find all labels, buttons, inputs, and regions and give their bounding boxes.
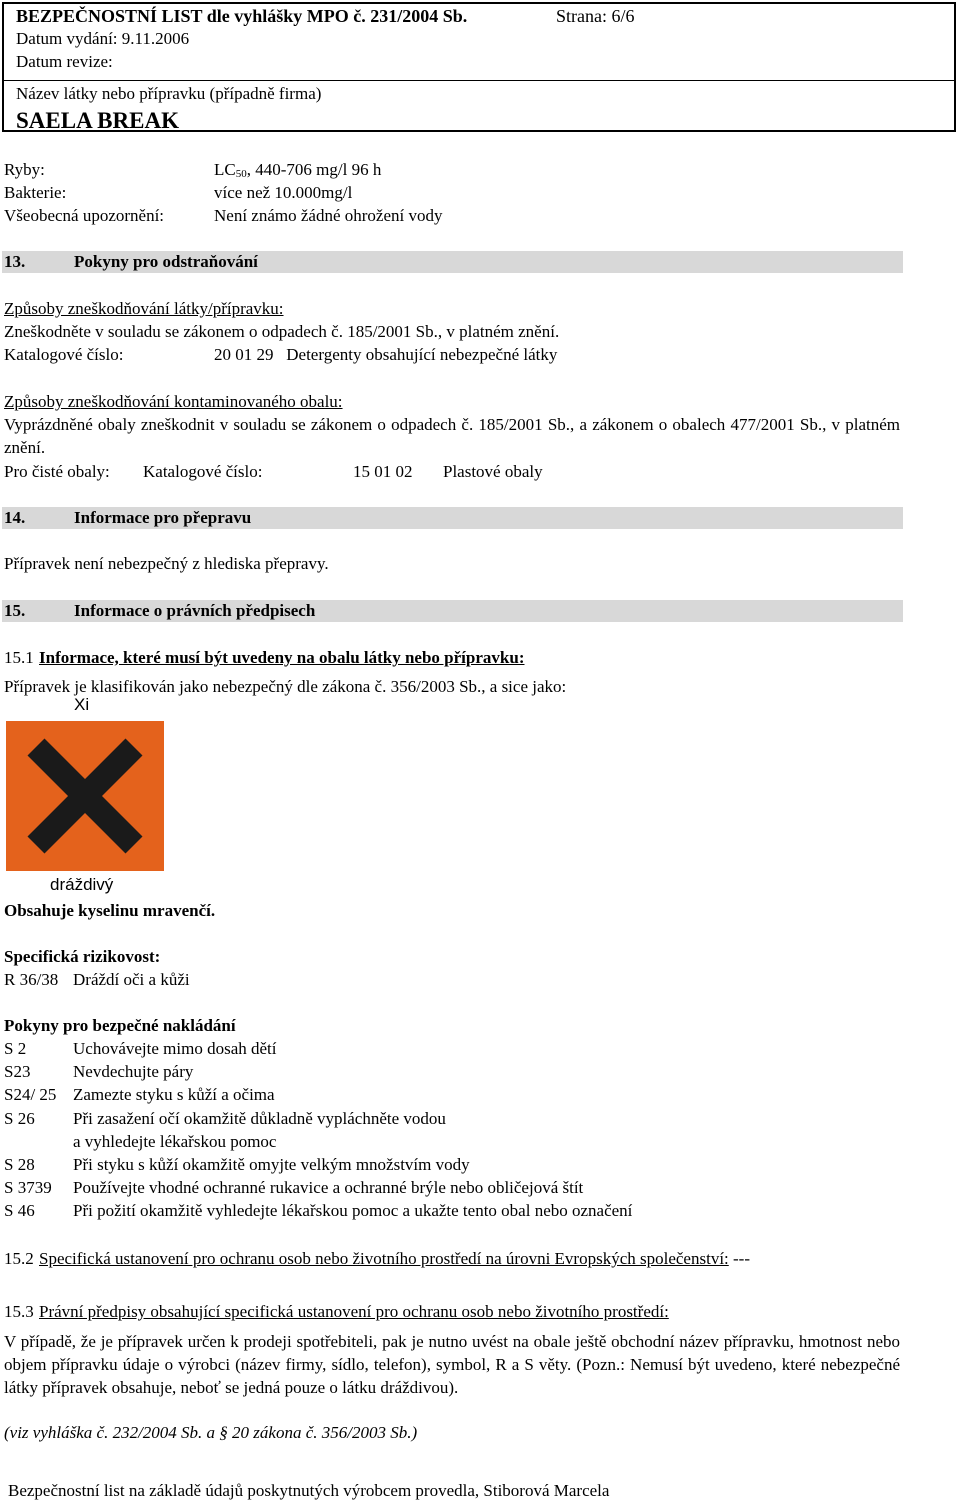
subsection-15-3-title: Právní předpisy obsahující specifická ustanovení pro ochranu osob nebo životního prostředí: bbox=[39, 1302, 669, 1321]
safety-phrase-code: S 2 bbox=[4, 1039, 27, 1058]
subsection-15-2-title: Specifická ustanovení pro ochranu osob nebo životního prostředí na úrovni Evropských společenství: bbox=[39, 1249, 729, 1268]
issue-date: Datum vydání: 9.11.2006 bbox=[16, 29, 190, 48]
disposal-packaging-heading: Způsoby zneškodňování kontaminovaného obalu: bbox=[4, 392, 343, 411]
disposal-packaging-text: Vyprázdněné obaly zneškodnit v souladu se zákonem o odpadech č. 185/2001 Sb., a zákonem o obalech 477/2001 Sb., v platném znění. bbox=[4, 415, 900, 457]
transport-text: Přípravek není nebezpečný z hlediska přepravy. bbox=[4, 554, 329, 573]
classification-text: Přípravek je klasifikován jako nebezpečný dle zákona č. 356/2003 Sb., a sice jako: bbox=[4, 677, 567, 696]
safety-phrase-text: a vyhledejte lékařskou pomoc bbox=[73, 1132, 277, 1151]
section-14-title: Informace pro přepravu bbox=[74, 508, 252, 527]
subsection-15-1-number: 15.1 bbox=[4, 648, 34, 667]
catalog-value: 20 01 29 Detergenty obsahující nebezpečné látky bbox=[214, 345, 558, 364]
risk-heading: Specifická rizikovost: bbox=[4, 947, 161, 966]
page-number: Strana: 6/6 bbox=[556, 6, 635, 26]
hazard-symbol-caption: dráždivý bbox=[50, 875, 114, 894]
subsection-15-3-number: 15.3 bbox=[4, 1302, 34, 1321]
safety-heading: Pokyny pro bezpečné nakládání bbox=[4, 1016, 236, 1035]
safety-phrase-code: S 46 bbox=[4, 1201, 35, 1220]
fish-label: Ryby: bbox=[4, 160, 45, 179]
safety-phrase-text: Nevdechujte páry bbox=[73, 1062, 194, 1081]
subsection-15-2-value: --- bbox=[728, 1249, 750, 1268]
safety-phrase-text: Při zasažení očí okamžitě důkladně vypláchněte vodou bbox=[73, 1109, 446, 1128]
clean-catalog-value: Plastové obaly bbox=[443, 462, 543, 481]
irritant-hazard-icon bbox=[6, 721, 164, 871]
header-divider bbox=[4, 80, 954, 81]
safety-phrase-text: Používejte vhodné ochranné rukavice a ochranné brýle nebo obličejová štít bbox=[73, 1178, 584, 1197]
section-13-number: 13. bbox=[4, 252, 26, 271]
fish-value: $LC_{50}$, 440-706 mg/l 96 h bbox=[214, 160, 382, 180]
section-13-title: Pokyny pro odstraňování bbox=[74, 252, 258, 271]
section-14-header bbox=[2, 507, 903, 529]
disposal-substance-heading: Způsoby zneškodňování látky/přípravku: bbox=[4, 299, 284, 318]
subsection-15-2 bbox=[39, 1248, 750, 1270]
clean-catalog-code: 15 01 02 bbox=[353, 462, 413, 481]
product-name-label: Název látky nebo přípravku (případně firma) bbox=[16, 84, 322, 103]
safety-phrase-code: S 28 bbox=[4, 1155, 35, 1174]
subsection-15-1-title: Informace, které musí být uvedeny na obalu látky nebo přípravku: bbox=[39, 648, 525, 667]
hazard-symbol-code: Xi bbox=[74, 695, 90, 714]
labeling-requirements-text: V případě, že je přípravek určen k prodeji spotřebiteli, pak je nutno uvést na obale ještě obchodní název přípravku, hmotnost nebo objem přípravku údaje o výrobci (název firmy, sídlo, telefon), symbol, R a S věty. (Pozn.: Nemusí být uvedeno, které nebezpečné látky přípravek obsahuje, neboť se jedná pouze o látku dráždivou). bbox=[4, 1332, 900, 1397]
safety-phrase-code: S24/ 25 bbox=[4, 1085, 57, 1104]
section-14-number: 14. bbox=[4, 508, 26, 527]
risk-text: Dráždí oči a kůži bbox=[73, 970, 190, 989]
section-15-title: Informace o právních předpisech bbox=[74, 601, 316, 620]
revision-date: Datum revize: bbox=[16, 52, 113, 71]
general-warning-value: Není známo žádné ohrožení vody bbox=[214, 206, 443, 225]
subsection-15-2-number: 15.2 bbox=[4, 1249, 34, 1268]
clean-packaging-label: Pro čisté obaly: bbox=[4, 462, 110, 481]
footer-note: Bezpečnostní list na základě údajů poskytnutých výrobcem provedla, Stiborová Marcela bbox=[8, 1481, 610, 1500]
safety-phrase-code: S23 bbox=[4, 1062, 31, 1081]
clean-catalog-label: Katalogové číslo: bbox=[143, 462, 263, 481]
bacteria-value: více než 10.000mg/l bbox=[214, 183, 353, 202]
product-name: SAELA BREAK bbox=[16, 108, 179, 133]
risk-code: R 36/38 bbox=[4, 970, 59, 989]
section-15-header bbox=[2, 600, 903, 622]
section-15-number: 15. bbox=[4, 601, 26, 620]
safety-phrase-code: S 3739 bbox=[4, 1178, 52, 1197]
bacteria-label: Bakterie: bbox=[4, 183, 67, 202]
general-warning-label: Všeobecná upozornění: bbox=[4, 206, 165, 225]
safety-phrase-text: Při styku s kůží okamžitě omyjte velkým množstvím vody bbox=[73, 1155, 470, 1174]
safety-phrase-text: Uchovávejte mimo dosah dětí bbox=[73, 1039, 277, 1058]
safety-phrase-code: S 26 bbox=[4, 1109, 35, 1128]
safety-phrase-text: Zamezte styku s kůží a očima bbox=[73, 1085, 275, 1104]
disposal-substance-text: Zneškodněte v souladu se zákonem o odpadech č. 185/2001 Sb., v platném znění. bbox=[4, 322, 560, 341]
section-13-header bbox=[2, 251, 903, 273]
safety-phrase-text: Při požití okamžitě vyhledejte lékařskou pomoc a ukažte tento obal nebo označení bbox=[73, 1201, 633, 1220]
catalog-label: Katalogové číslo: bbox=[4, 345, 124, 364]
legal-reference: (viz vyhláška č. 232/2004 Sb. a § 20 zákona č. 356/2003 Sb.) bbox=[4, 1423, 418, 1442]
irritant-cross-icon bbox=[6, 721, 164, 871]
contains-statement: Obsahuje kyselinu mravenčí. bbox=[4, 901, 216, 920]
document-title: BEZPEČNOSTNÍ LIST dle vyhlášky MPO č. 231/2004 Sb. bbox=[16, 6, 468, 26]
